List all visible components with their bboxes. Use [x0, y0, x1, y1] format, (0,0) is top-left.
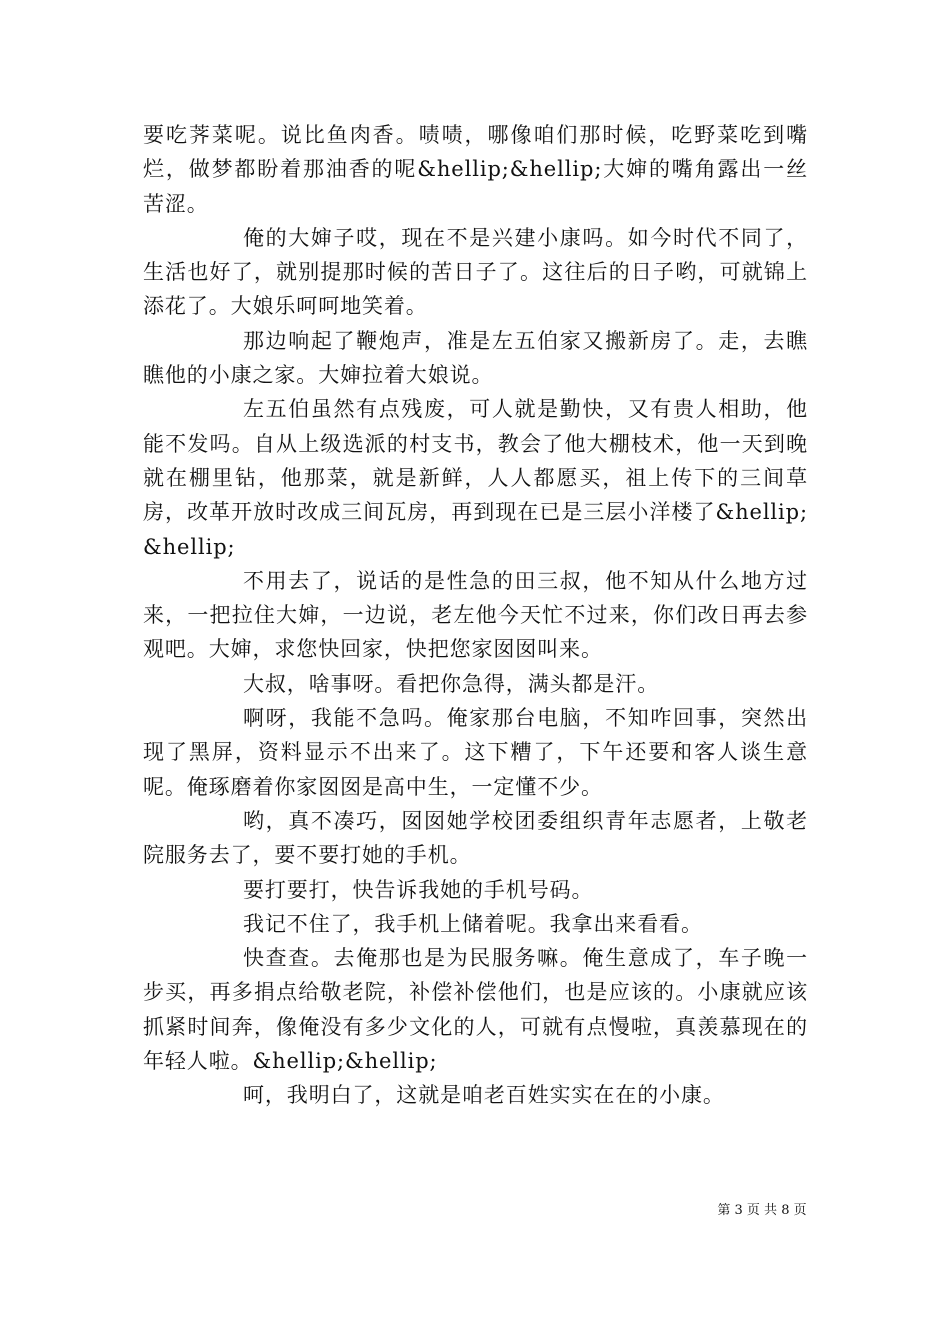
page-footer — [0, 1202, 950, 1220]
paragraph: 那边响起了鞭炮声，准是左五伯家又搬新房了。走，去瞧瞧他的小康之家。大婶拉着大娘说。 — [143, 328, 808, 388]
paragraph: 啊呀，我能不急吗。俺家那台电脑，不知咋回事，突然出现了黑屏，资料显示不出来了。这下糟了，下午还要和客人谈生意呢。俺琢磨着你家囡囡是高中生，一定懂不少。 — [143, 706, 808, 799]
paragraph: 左五伯虽然有点残废，可人就是勤快，又有贵人相助，他能不发吗。自从上级选派的村支书，教会了他大棚枝术，他一天到晚就在棚里钻，他那菜，就是新鲜，人人都愿买，祖上传下的三间草房，改革开放时改成三间瓦房，再到现在已是三层小洋楼了&hellip;&hellip; — [143, 397, 808, 559]
paragraph: 俺的大婶子哎，现在不是兴建小康吗。如今时代不同了，生活也好了，就别提那时候的苦日子了。这往后的日子哟，可就锦上添花了。大娘乐呵呵地笑着。 — [143, 225, 808, 319]
paragraph: 不用去了，说话的是性急的田三叔，他不知从什么地方过来，一把拉住大婶，一边说，老左他今天忙不过来，你们改日再去参观吧。大婶，求您快回家，快把您家囡囡叫来。 — [143, 568, 808, 662]
page-number: 第 3 页 共 8 页 — [717, 1203, 807, 1218]
paragraph: 要吃荠菜呢。说比鱼肉香。啧啧，哪像咱们那时候，吃野菜吃到嘴烂，做梦都盼着那油香的呢&hellip;&hellip;大婶的嘴角露出一丝苦涩。 — [143, 123, 808, 216]
paragraph: 我记不住了，我手机上储着呢。我拿出来看看。 — [243, 911, 703, 936]
paragraph: 快查查。去俺那也是为民服务嘛。俺生意成了，车子晚一步买，再多捐点给敬老院，补偿补偿他们，也是应该的。小康就应该抓紧时间奔，像俺没有多少文化的人，可就有点慢啦，真羡慕现在的年轻人啦。&hellip;&hellip; — [143, 946, 808, 1074]
paragraph: 呵，我明白了，这就是咱老百姓实实在在的小康。 — [243, 1083, 725, 1108]
body-text — [143, 118, 808, 1113]
paragraph: 要打要打，快告诉我她的手机号码。 — [243, 877, 594, 902]
paragraph: 哟，真不凑巧，囡囡她学校团委组织青年志愿者，上敬老院服务去了，要不要打她的手机。 — [143, 808, 808, 868]
paragraph: 大叔，啥事呀。看把你急得，满头都是汗。 — [243, 671, 660, 696]
